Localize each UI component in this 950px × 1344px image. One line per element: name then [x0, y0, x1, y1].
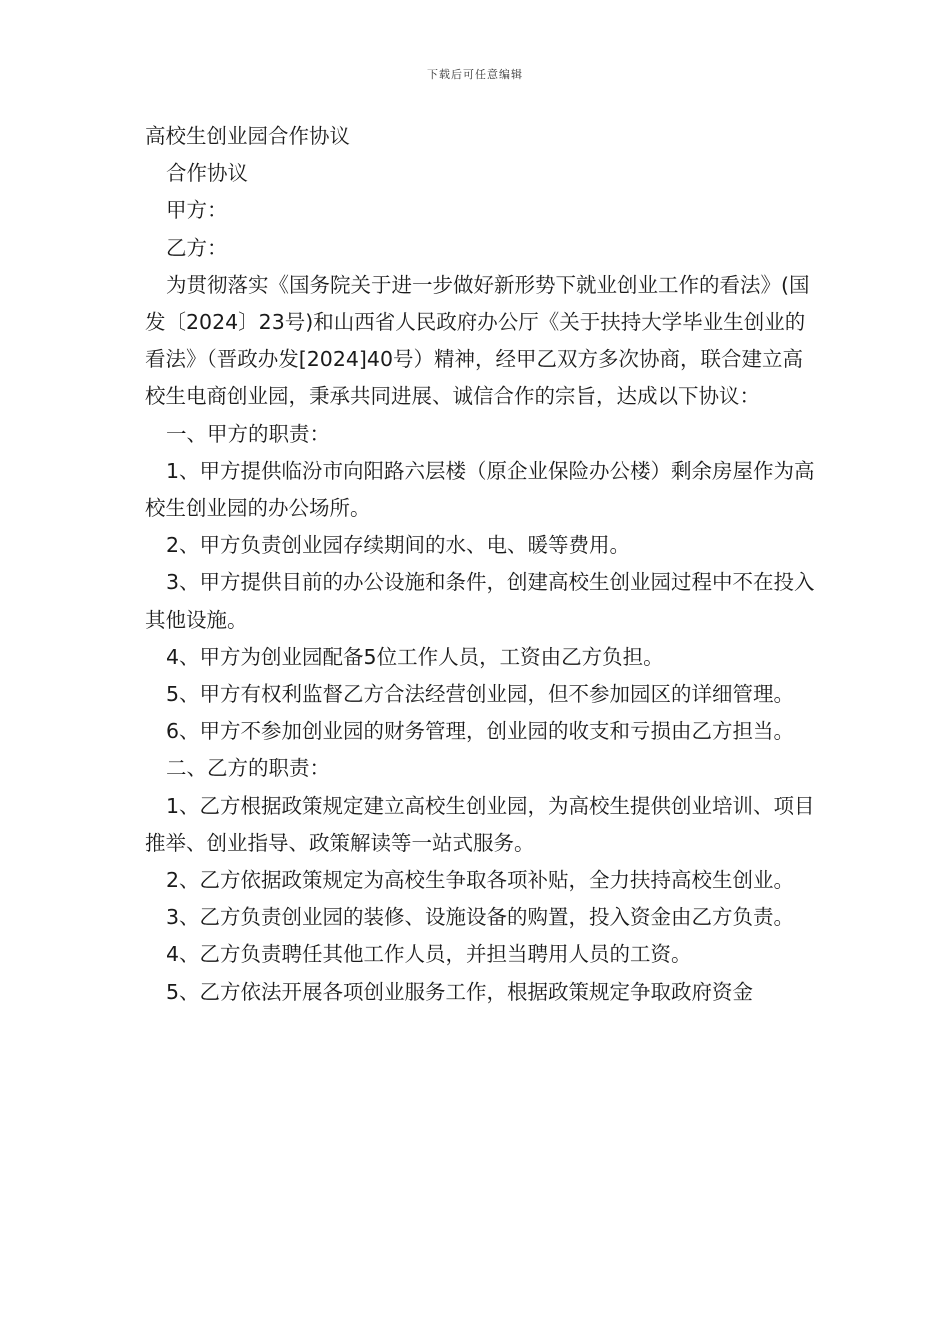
- section2-item: 2、乙方依据政策规定为高校生争取各项补贴，全力扶持高校生创业。: [166, 868, 795, 893]
- section1-item: 5、甲方有权利监督乙方合法经营创业园，但不参加园区的详细管理。: [166, 682, 795, 707]
- section1-item: 1、甲方提供临汾市向阳路六层楼（原企业保险办公楼）剩余房屋作为高校生创业园的办公场所。: [145, 458, 815, 521]
- section2-item: 1、乙方根据政策规定建立高校生创业园，为高校生提供创业培训、项目推举、创业指导、政策解读等一站式服务。: [145, 793, 815, 855]
- section1-item: 2、甲方负责创业园存续期间的水、电、暖等费用。: [166, 533, 631, 558]
- party-b-line: 乙方：: [166, 235, 228, 260]
- party-a-line: 甲方：: [166, 198, 228, 223]
- section1-item: 6、甲方不参加创业园的财务管理，创业园的收支和亏损由乙方担当。: [166, 719, 795, 744]
- section1-heading: 一、甲方的职责：: [166, 421, 330, 446]
- section2-item: 5、乙方依法开展各项创业服务工作，根据政策规定争取政府资金: [166, 979, 754, 1004]
- header-note: 下载后可任意编辑: [427, 68, 523, 81]
- section1-item: 3、甲方提供目前的办公设施和条件，创建高校生创业园过程中不在投入其他设施。: [145, 570, 815, 632]
- section2-item: 4、乙方负责聘任其他工作人员，并担当聘用人员的工资。: [166, 942, 692, 967]
- section1-item: 4、甲方为创业园配备5位工作人员，工资由乙方负担。: [166, 644, 664, 669]
- section2-item: 3、乙方负责创业园的装修、设施设备的购置，投入资金由乙方负责。: [166, 905, 795, 930]
- document-subtitle: 合作协议: [166, 161, 248, 186]
- section2-heading: 二、乙方的职责：: [166, 756, 330, 781]
- document-body: [145, 118, 817, 1011]
- document-title: 高校生创业园合作协议: [145, 124, 350, 148]
- preamble-paragraph: 为贯彻落实《国务院关于进一步做好新形势下就业创业工作的看法》(国发〔2024〕23号)和山西省人民政府办公厅《关于扶持大学毕业生创业的看法》（晋政办发[2024]40号）精神，经甲乙双方多次协商，联合建立高校生电商创业园，秉承共同进展、诚信合作的宗旨，达成以下协议：: [145, 272, 810, 409]
